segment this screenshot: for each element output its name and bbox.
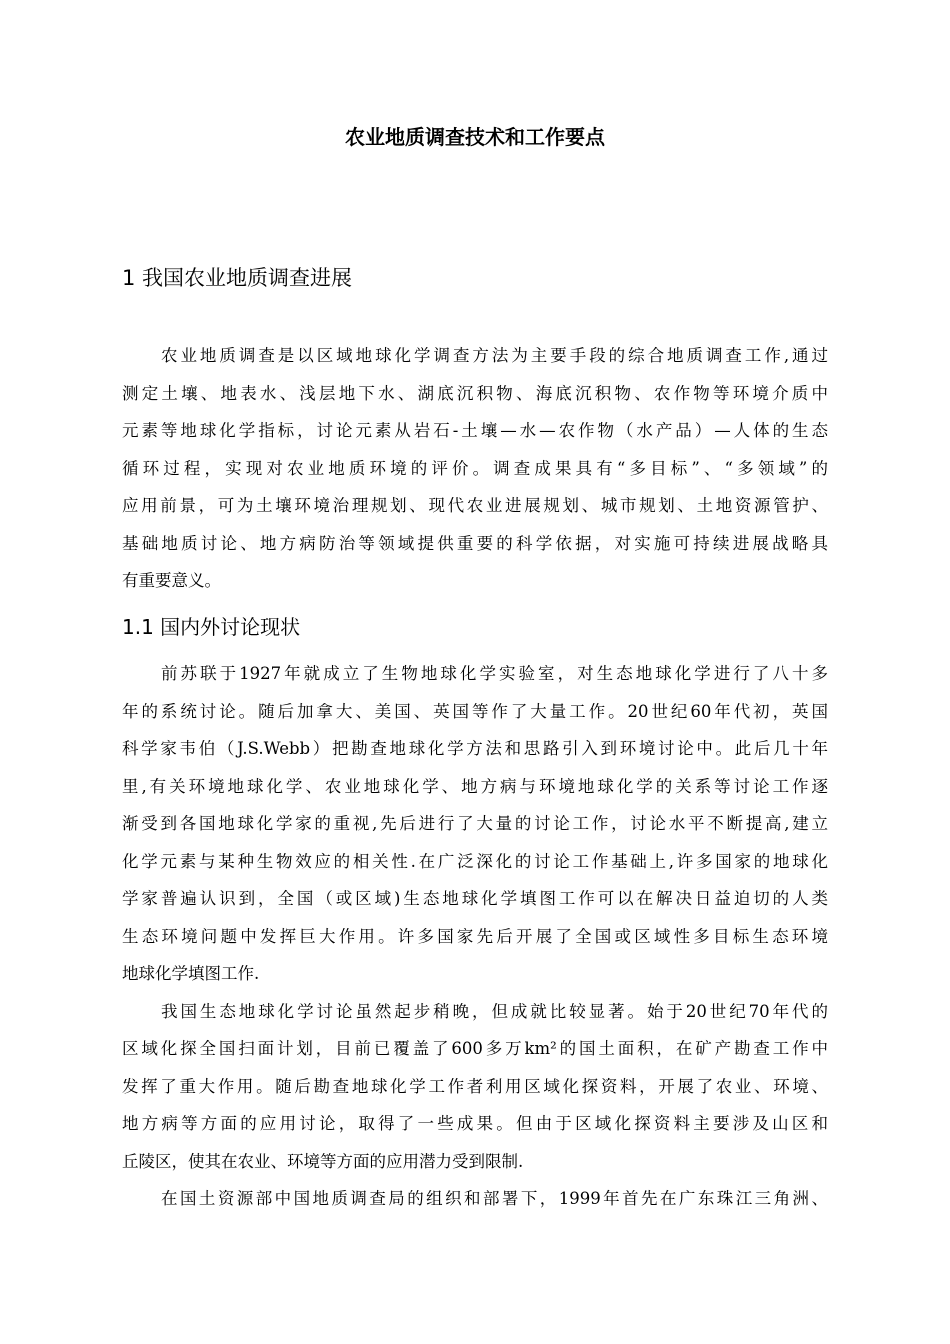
text-line: 里,有关环境地球化学、农业地球化学、地方病与环境地球化学的关系等讨论工作逐 bbox=[122, 776, 828, 796]
text-line: 科学家韦伯（J.S.Webb）把勘查地球化学方法和思路引入到环境讨论中。此后几十年 bbox=[122, 739, 828, 758]
text-line: 生态环境问题中发挥巨大作用。许多国家先后开展了全国或区域性多目标生态环境 bbox=[122, 926, 828, 946]
text-line: 元素等地球化学指标，讨论元素从岩石-土壤—水—农作物（水产品）—人体的生态 bbox=[122, 421, 828, 440]
text-line: 测定土壤、地表水、浅层地下水、湖底沉积物、海底沉积物、农作物等环境介质中 bbox=[122, 383, 828, 403]
text-line: 在国土资源部中国地质调查局的组织和部署下，1999年首先在广东珠江三角洲、 bbox=[161, 1189, 828, 1208]
text-line: 农业地质调查是以区域地球化学调查方法为主要手段的综合地质调查工作,通过 bbox=[161, 346, 828, 365]
text-line: 前苏联于1927年就成立了生物地球化学实验室，对生态地球化学进行了八十多 bbox=[161, 664, 828, 683]
section-heading-1: 1 我国农业地质调查进展 bbox=[122, 266, 353, 290]
section-1-paragraph bbox=[122, 337, 828, 600]
section-heading-1-1: 1.1 国内外讨论现状 bbox=[122, 615, 301, 639]
document-title: 农业地质调查技术和工作要点 bbox=[345, 125, 605, 149]
text-line: 地方病等方面的应用讨论，取得了一些成果。但由于区域化探资料主要涉及山区和 bbox=[122, 1114, 828, 1133]
text-line: 循环过程，实现对农业地质环境的评价。调查成果具有“多目标”、“多领域”的 bbox=[122, 458, 828, 478]
text-line: 年的系统讨论。随后加拿大、美国、英国等作了大量工作。20世纪60年代初，英国 bbox=[122, 701, 828, 721]
text-line: 学家普遍认识到，全国（或区域)生态地球化学填图工作可以在解决日益迫切的人类 bbox=[122, 889, 828, 908]
text-line: 区域化探全国扫面计划，目前已覆盖了600多万km²的国土面积，在矿产勘查工作中 bbox=[122, 1039, 828, 1058]
text-line: 我国生态地球化学讨论虽然起步稍晚，但成就比较显著。始于20世纪70年代的 bbox=[161, 1001, 828, 1021]
text-line: 基础地质讨论、地方病防治等领域提供重要的科学依据，对实施可持续进展战略具 bbox=[122, 533, 828, 553]
text-line: 有重要意义。 bbox=[122, 571, 221, 590]
text-line: 发挥了重大作用。随后勘查地球化学工作者利用区域化探资料，开展了农业、环境、 bbox=[122, 1076, 828, 1096]
text-line: 应用前景，可为土壤环境治理规划、现代农业进展规划、城市规划、土地资源管护、 bbox=[122, 496, 828, 515]
text-line: 化学元素与某种生物效应的相关性.在广泛深化的讨论工作基础上,许多国家的地球化 bbox=[122, 851, 828, 871]
text-line: 丘陵区，使其在农业、环境等方面的应用潜力受到限制. bbox=[122, 1151, 524, 1171]
section-1-1-text bbox=[122, 655, 828, 1218]
text-line: 地球化学填图工作. bbox=[122, 964, 260, 983]
text-line: 渐受到各国地球化学家的重视,先后进行了大量的讨论工作，讨论水平不断提高,建立 bbox=[122, 814, 828, 833]
